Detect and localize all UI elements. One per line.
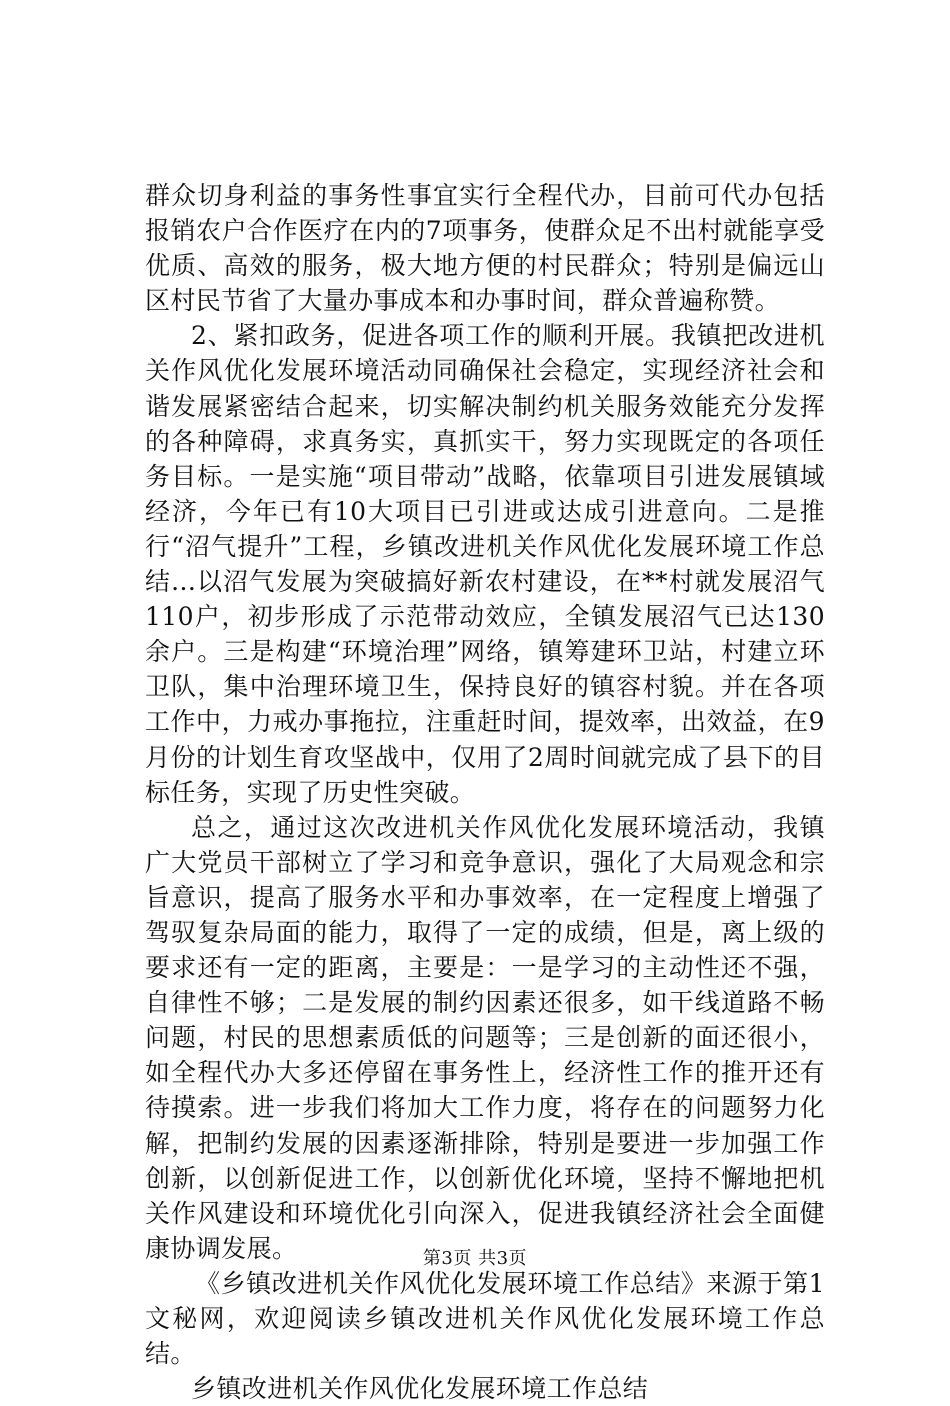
paragraph-section-2: 2、紧扣政务，促进各项工作的顺利开展。我镇把改进机关作风优化发展环境活动同确保社会稳定，实现经济社会和谐发展紧密结合起来，切实解决制约机关服务效能充分发挥的各种障碍，求真务实，真抓实干，努力实现既定的各项任务目标。一是实施“项目带动”战略，依靠项目引进发展镇域经济，今年已有10大项目已引进或达成引进意向。二是推行“沼气提升”工程，乡镇改进机关作风优化发展环境工作总结...以沼气发展为突破搞好新农村建设，在**村就发展沼气110户，初步形成了示范带动效应，全镇发展沼气已达130余户。三是构建“环境治理”网络，镇筹建环卫站，村建立环卫队，集中治理环境卫生，保持良好的镇容村貌。并在各项工作中，力戒办事拖拉，注重赶时间，提效率，出效益，在9月份的计划生育攻坚战中，仅用了2周时间就完成了县下的目标任务，实现了历史性突破。	[145, 321, 825, 807]
document-body	[145, 178, 825, 1406]
paragraph-summary: 总之，通过这次改进机关作风优化发展环境活动，我镇广大党员干部树立了学习和竞争意识，强化了大局观念和宗旨意识，提高了服务水平和办事效率，在一定程度上增强了驾驭复杂局面的能力，取得了一定的成绩，但是，离上级的要求还有一定的距离，主要是：一是学习的主动性还不强，自律性不够；二是发展的制约因素还很多，如干线道路不畅问题，村民的思想素质低的问题等；三是创新的面还很小，如全程代办大多还停留在事务性上，经济性工作的推开还有待摸索。进一步我们将加大工作力度，将存在的问题努力化解，把制约发展的因素逐渐排除，特别是要进一步加强工作创新，以创新促进工作，以创新优化环境，坚持不懈地把机关作风建设和环境优化引向深入，促进我镇经济社会全面健康协调发展。	[145, 812, 825, 1263]
paragraph-continuation: 群众切身利益的事务性事宜实行全程代办，目前可代办包括报销农户合作医疗在内的7项事务，使群众足不出村就能享受优质、高效的服务，极大地方便的村民群众；特别是偏远山区村民节省了大量办事成本和办事时间，群众普遍称赞。	[145, 181, 825, 316]
page-number-label: 第3页 共3页	[422, 1248, 528, 1269]
paragraph-source-note: 《乡镇改进机关作风优化发展环境工作总结》来源于第1文秘网，欢迎阅读乡镇改进机关作风优化发展环境工作总结。	[145, 1268, 825, 1369]
page-footer	[0, 1244, 950, 1270]
paragraph-closing-title: 乡镇改进机关作风优化发展环境工作总结	[191, 1374, 649, 1404]
